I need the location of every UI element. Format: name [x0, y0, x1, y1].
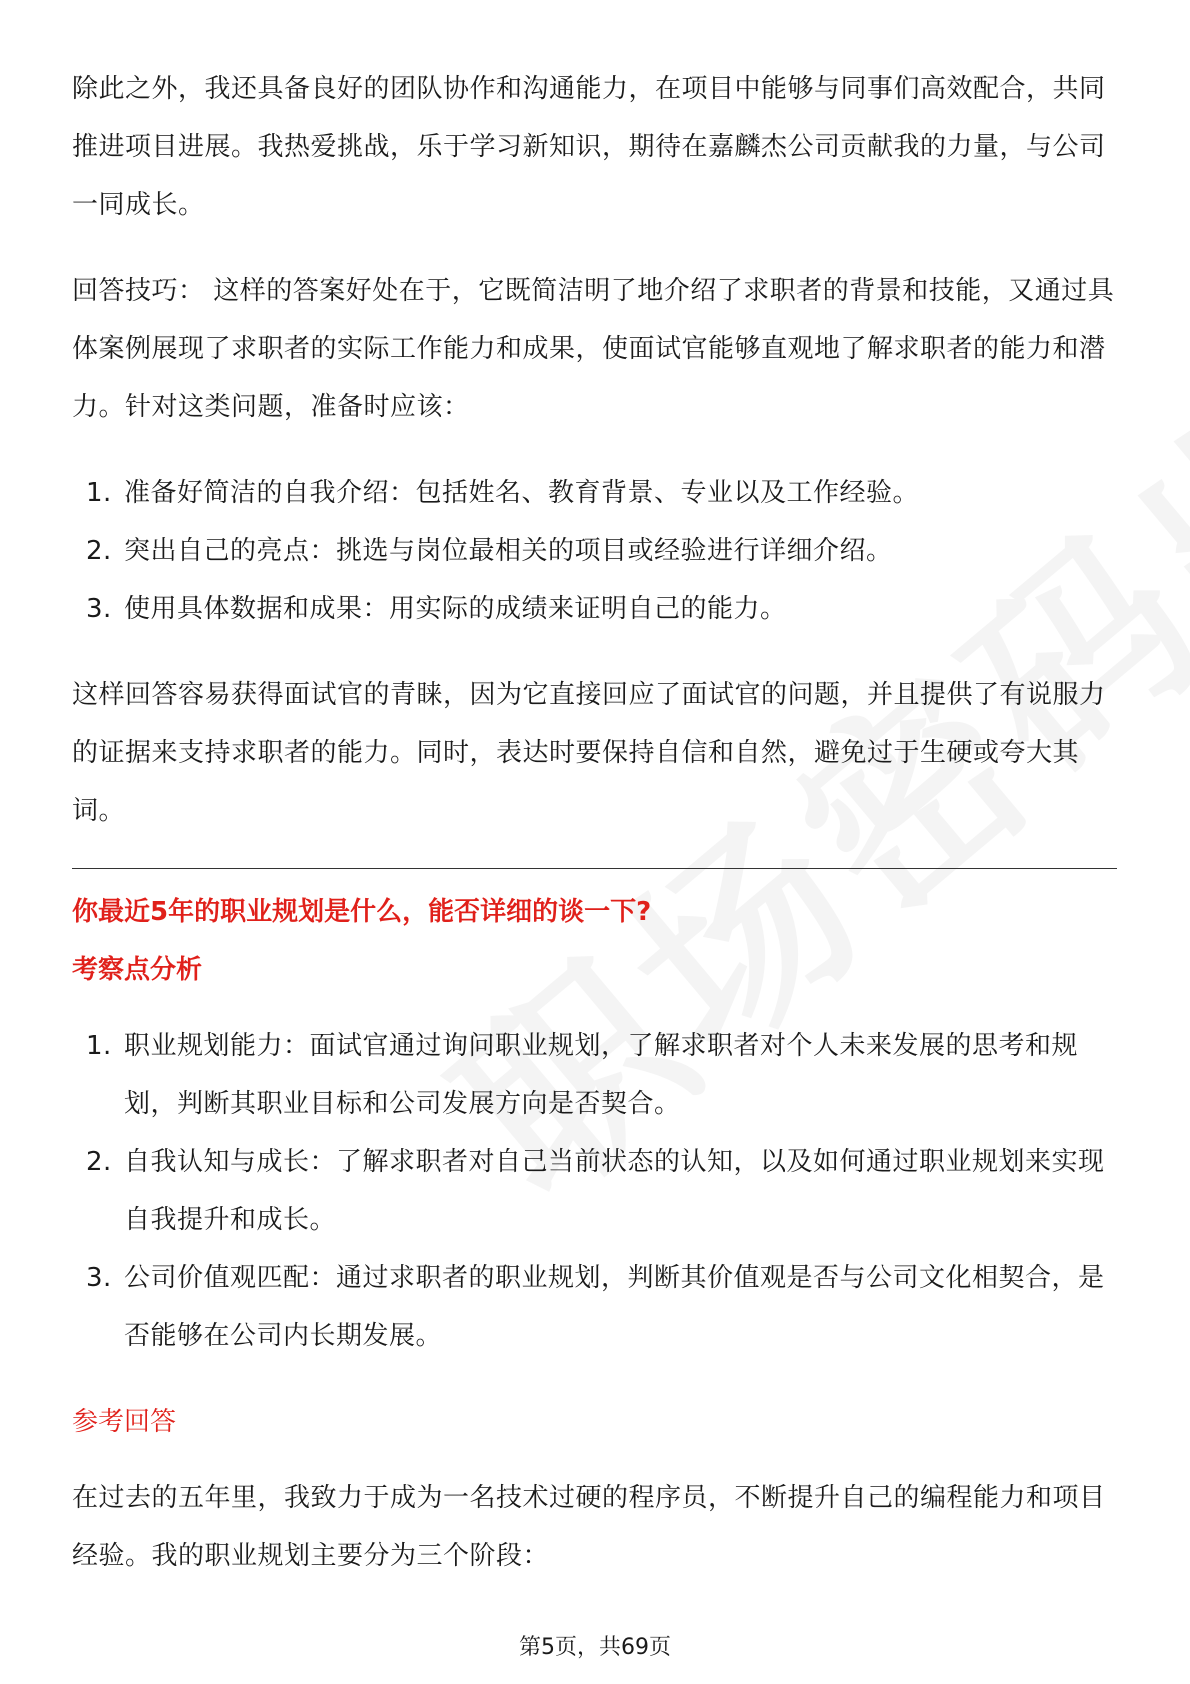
list-item-number: 1. [86, 478, 112, 508]
list-item [72, 580, 1117, 638]
list-item-text: 使用具体数据和成果：用实际的成绩来证明自己的能力。 [124, 594, 787, 624]
question-title: 你最近5年的职业规划是什么，能否详细的谈一下? [72, 897, 652, 927]
list-item-text: 自我认知与成长：了解求职者对自己当前状态的认知，以及如何通过职业规划来实现自我提升和成长。 [124, 1147, 1105, 1235]
list-item [72, 522, 1117, 580]
list-item [72, 1249, 1117, 1365]
list-item-number: 3. [86, 1263, 112, 1293]
analysis-heading: 考察点分析 [72, 955, 203, 985]
list-item-number: 2. [86, 536, 112, 566]
list-item-number: 1. [86, 1031, 112, 1061]
section-divider [72, 868, 1117, 869]
list-item-text: 公司价值观匹配：通过求职者的职业规划，判断其价值观是否与公司文化相契合，是否能够在公司内长期发展。 [124, 1263, 1105, 1351]
answer-heading: 参考回答 [72, 1407, 177, 1437]
page-footer: 第5页，共69页 [519, 1635, 671, 1660]
answer-paragraph: 在过去的五年里，我致力于成为一名技术过硬的程序员，不断提升自己的编程能力和项目经验。我的职业规划主要分为三个阶段： [72, 1483, 1106, 1571]
intro-paragraph: 除此之外，我还具备良好的团队协作和沟通能力，在项目中能够与同事们高效配合，共同推进项目进展。我热爱挑战，乐于学习新知识，期待在嘉麟杰公司贡献我的力量，与公司一同成长。 [72, 74, 1106, 220]
list-item [72, 464, 1117, 522]
tips-paragraph: 回答技巧： 这样的答案好处在于，它既简洁明了地介绍了求职者的背景和技能，又通过具体案例展现了求职者的实际工作能力和成果，使面试官能够直观地了解求职者的能力和潜力。针对这类问题，准备时应该： [72, 276, 1115, 422]
list-item-number: 3. [86, 594, 112, 624]
page-content [72, 60, 1117, 1613]
list-item [72, 1017, 1117, 1133]
list-item-text: 准备好简洁的自我介绍：包括姓名、教育背景、专业以及工作经验。 [124, 478, 920, 508]
list-item-text: 突出自己的亮点：挑选与岗位最相关的项目或经验进行详细介绍。 [124, 536, 893, 566]
analysis-list [72, 1017, 1117, 1365]
tips-list [72, 464, 1117, 638]
summary-paragraph: 这样回答容易获得面试官的青睐，因为它直接回应了面试官的问题，并且提供了有说服力的证据来支持求职者的能力。同时，表达时要保持自信和自然，避免过于生硬或夸大其词。 [72, 680, 1106, 826]
list-item-number: 2. [86, 1147, 112, 1177]
list-item-text: 职业规划能力：面试官通过询问职业规划，了解求职者对个人未来发展的思考和规划，判断其职业目标和公司发展方向是否契合。 [124, 1031, 1079, 1119]
list-item [72, 1133, 1117, 1249]
